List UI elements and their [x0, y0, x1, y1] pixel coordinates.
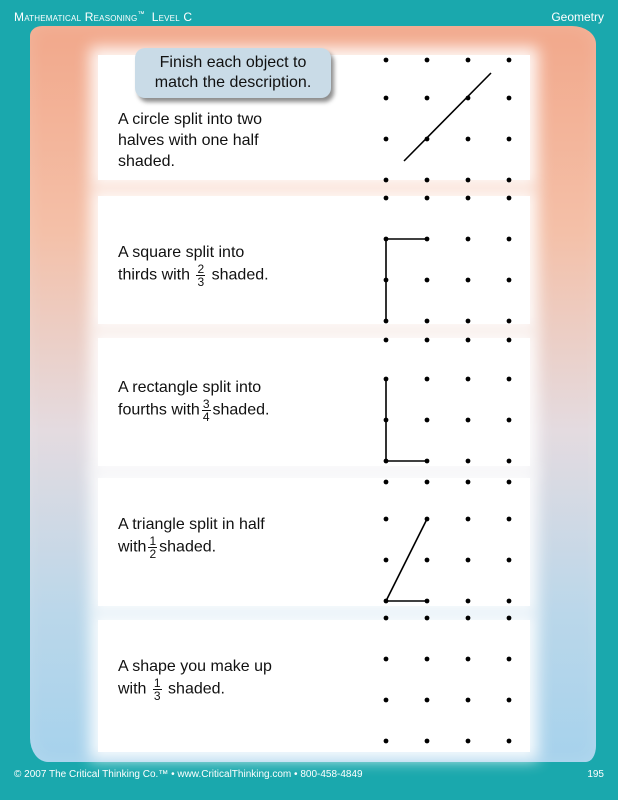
grid-dot — [466, 278, 471, 283]
grid-dot — [466, 616, 471, 621]
grid-dot — [384, 698, 389, 703]
grid-dot — [466, 657, 471, 662]
item-1-line-1: A circle split into two — [118, 111, 263, 128]
triangle-partial-outline — [386, 519, 427, 601]
series-title: Mathematical Reasoning™ Level C — [14, 10, 193, 24]
copyright-text: © 2007 The Critical Thinking Co.™ • www.CriticalThinking.com • 800-458-4849 — [14, 769, 363, 780]
grid-dot — [466, 558, 471, 563]
grid-dot — [466, 196, 471, 201]
square-partial-outline — [386, 239, 427, 321]
grid-dot — [466, 319, 471, 324]
grid-dot — [384, 96, 389, 101]
grid-dot — [507, 739, 512, 744]
fraction: $\frac{1}{3}$ — [153, 676, 161, 703]
grid-dot — [425, 480, 430, 485]
grid-dot — [425, 558, 430, 563]
grid-dot — [507, 237, 512, 242]
grid-dot — [466, 137, 471, 142]
item-3-line-1: A rectangle split into — [118, 379, 262, 396]
grid-dot — [507, 377, 512, 382]
item-1-line-3: shaded. — [118, 153, 175, 170]
instruction-line-2: match the description. — [154, 74, 312, 91]
grid-dot — [425, 278, 430, 283]
grid-dot — [384, 739, 389, 744]
item-2-line-2: thirds with $\frac{2}{3}$ shaded. — [118, 262, 269, 289]
grid-dot — [384, 558, 389, 563]
grid-dot — [384, 58, 389, 63]
grid-dot — [425, 58, 430, 63]
grid-dot — [425, 377, 430, 382]
grid-dot — [507, 459, 512, 464]
grid-dot — [425, 196, 430, 201]
grid-dot — [384, 196, 389, 201]
grid-dot — [384, 616, 389, 621]
grid-dot — [466, 480, 471, 485]
grid-dot — [425, 178, 430, 183]
item-5-line-2: with $\frac{1}{3}$ shaded. — [118, 676, 225, 703]
grid-dot — [466, 58, 471, 63]
item-3-line-2: fourths with $\frac{3}{4}$ shaded. — [118, 397, 270, 424]
grid-dot — [507, 517, 512, 522]
item-1-line-2: halves with one half — [118, 132, 259, 149]
grid-dot — [466, 517, 471, 522]
grid-dot — [466, 739, 471, 744]
rectangle-partial-outline — [386, 379, 427, 461]
grid-dot — [466, 418, 471, 423]
item-2-line-1: A square split into — [118, 244, 245, 261]
grid-dot — [425, 96, 430, 101]
grid-dot — [507, 698, 512, 703]
item-4-line-2: with $\frac{1}{2}$ shaded. — [118, 534, 217, 561]
grid-dot — [425, 338, 430, 343]
item-5-line-1: A shape you make up — [118, 658, 272, 675]
grid-dot — [384, 517, 389, 522]
grid-dot — [466, 599, 471, 604]
grid-dot — [466, 459, 471, 464]
grid-dot — [384, 657, 389, 662]
grid-dot — [507, 599, 512, 604]
grid-dot — [507, 657, 512, 662]
grid-dot — [384, 480, 389, 485]
grid-dot — [507, 58, 512, 63]
grid-dot — [507, 137, 512, 142]
grid-dot — [507, 418, 512, 423]
grid-dot — [384, 137, 389, 142]
grid-dot — [507, 278, 512, 283]
fraction: $\frac{2}{3}$ — [197, 262, 205, 289]
grid-dot — [507, 196, 512, 201]
grid-dot — [507, 338, 512, 343]
fraction: $\frac{3}{4}$ — [202, 397, 210, 424]
grid-dot — [507, 319, 512, 324]
grid-dot — [507, 480, 512, 485]
subject-label: Geometry — [551, 10, 604, 24]
grid-dot — [466, 377, 471, 382]
grid-dot — [466, 237, 471, 242]
grid-dot — [425, 698, 430, 703]
grid-dot — [466, 698, 471, 703]
page-number: 195 — [587, 769, 604, 780]
grid-dot — [466, 338, 471, 343]
grid-dot — [384, 178, 389, 183]
grid-dot — [507, 616, 512, 621]
grid-dot — [466, 178, 471, 183]
grid-dot — [507, 558, 512, 563]
fraction: $\frac{1}{2}$ — [149, 534, 157, 561]
grid-dot — [425, 739, 430, 744]
grid-dot — [507, 96, 512, 101]
item-4-line-1: A triangle split in half — [118, 516, 265, 533]
grid-dot — [425, 616, 430, 621]
grid-dot — [425, 418, 430, 423]
grid-dot — [425, 319, 430, 324]
page-footer — [0, 764, 618, 800]
grid-dot — [384, 338, 389, 343]
grid-dot — [425, 657, 430, 662]
instruction-line-1: Finish each object to — [159, 54, 307, 71]
grid-dot — [507, 178, 512, 183]
circle-guide-line — [404, 73, 491, 161]
